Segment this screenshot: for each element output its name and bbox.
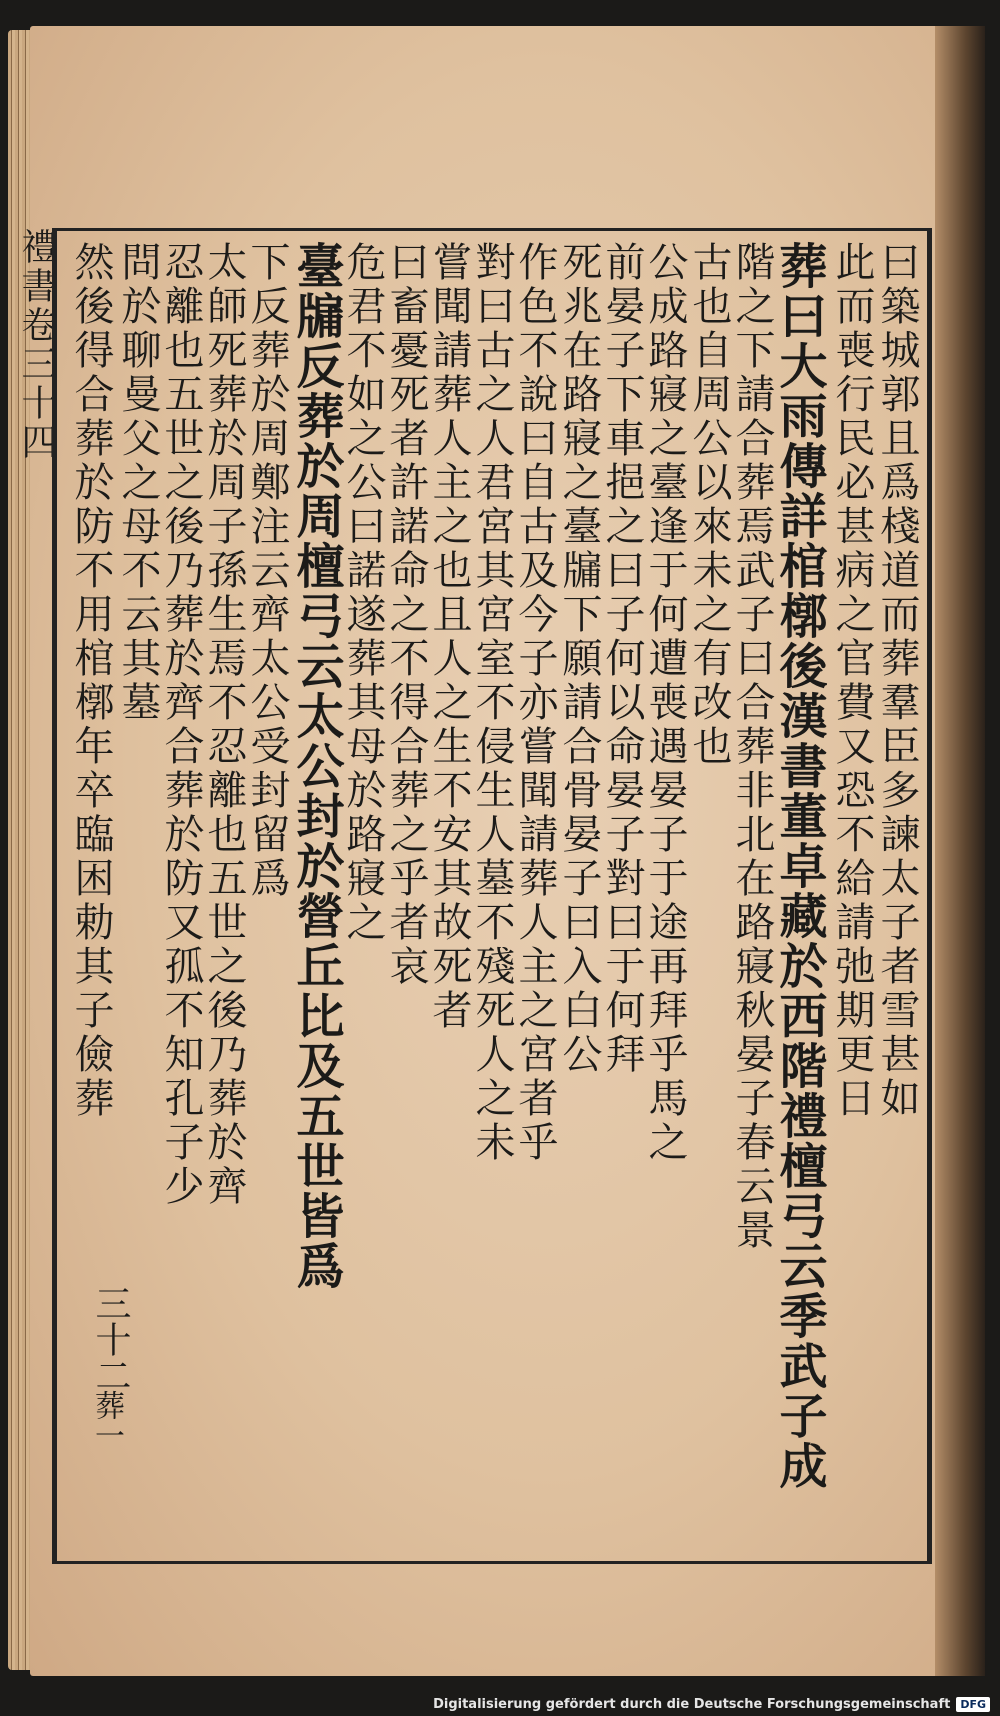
text-column: 此而喪行民必甚病之官費又恐不給請弛期更日: [829, 241, 875, 1121]
folio-chapter-label: 葬一: [89, 1390, 124, 1450]
text-column: 曰畜憂死者許諾命之不得合葬之乎者哀: [383, 241, 429, 989]
block-top-rule: [212, 228, 882, 231]
text-column: 古也自周公以來未之有改也: [686, 241, 732, 769]
text-column: 曰築城郭且爲棧道而葬羣臣多諫太子者雪甚如: [874, 241, 920, 1121]
text-column: 葬曰大雨傳詳棺槨後漢書董卓藏於西階禮檀弓云季武子成: [771, 241, 827, 1491]
text-column: 前晏子下車挹之曰子何以命晏子對曰于何拜: [599, 241, 645, 1077]
text-block: [52, 228, 932, 1564]
text-column: 公成路寢之臺逢于何遭喪遇晏子于途再拜乎馬之: [642, 241, 688, 1165]
text-column: 下反葬於周鄭注云齊太公受封留爲: [244, 241, 290, 901]
text-column: 太師死葬於周子孫生焉不忍離也五世之後乃葬於齊: [201, 241, 247, 1209]
gutter-shadow: [935, 26, 985, 1676]
text-column: 危君不如之公曰諾遂葬其母於路寢之: [340, 241, 386, 945]
text-column: 作色不說曰自古及今子亦嘗聞請葬人主之宮者乎: [512, 241, 558, 1165]
margin-title: 禮書卷三十四: [16, 228, 57, 462]
text-column: 忍離也五世之後乃葬於齊合葬於防又孤不知孔子少: [158, 241, 204, 1209]
dfg-logo: DFG: [956, 1697, 990, 1712]
digitization-credit: [433, 1697, 990, 1712]
text-column: 然後得合葬於防不用棺槨年卒臨困勅其子儉葬: [68, 241, 114, 1121]
credit-text: Digitalisierung gefördert durch die Deutsche Forschungsgemeinschaft: [433, 1697, 951, 1712]
folio-page-number: 三十二: [90, 1285, 131, 1393]
text-column: 嘗聞請葬人主之也且人之生不安其故死者: [426, 241, 472, 1033]
text-column: 對曰古之人君宮其宮室不侵生人墓不殘死人之未: [469, 241, 515, 1165]
text-column: 階之下請合葬焉武子曰合葬非北在路寢秋晏子春云景: [729, 241, 775, 1253]
text-column: 臺牖反葬於周檀弓云太公封於營丘比及五世皆爲: [288, 241, 344, 1291]
text-column: 問於聊曼父之母不云其墓: [115, 241, 161, 725]
text-column: 死兆在路寢之臺牖下願請合骨晏子曰入白公: [556, 241, 602, 1077]
